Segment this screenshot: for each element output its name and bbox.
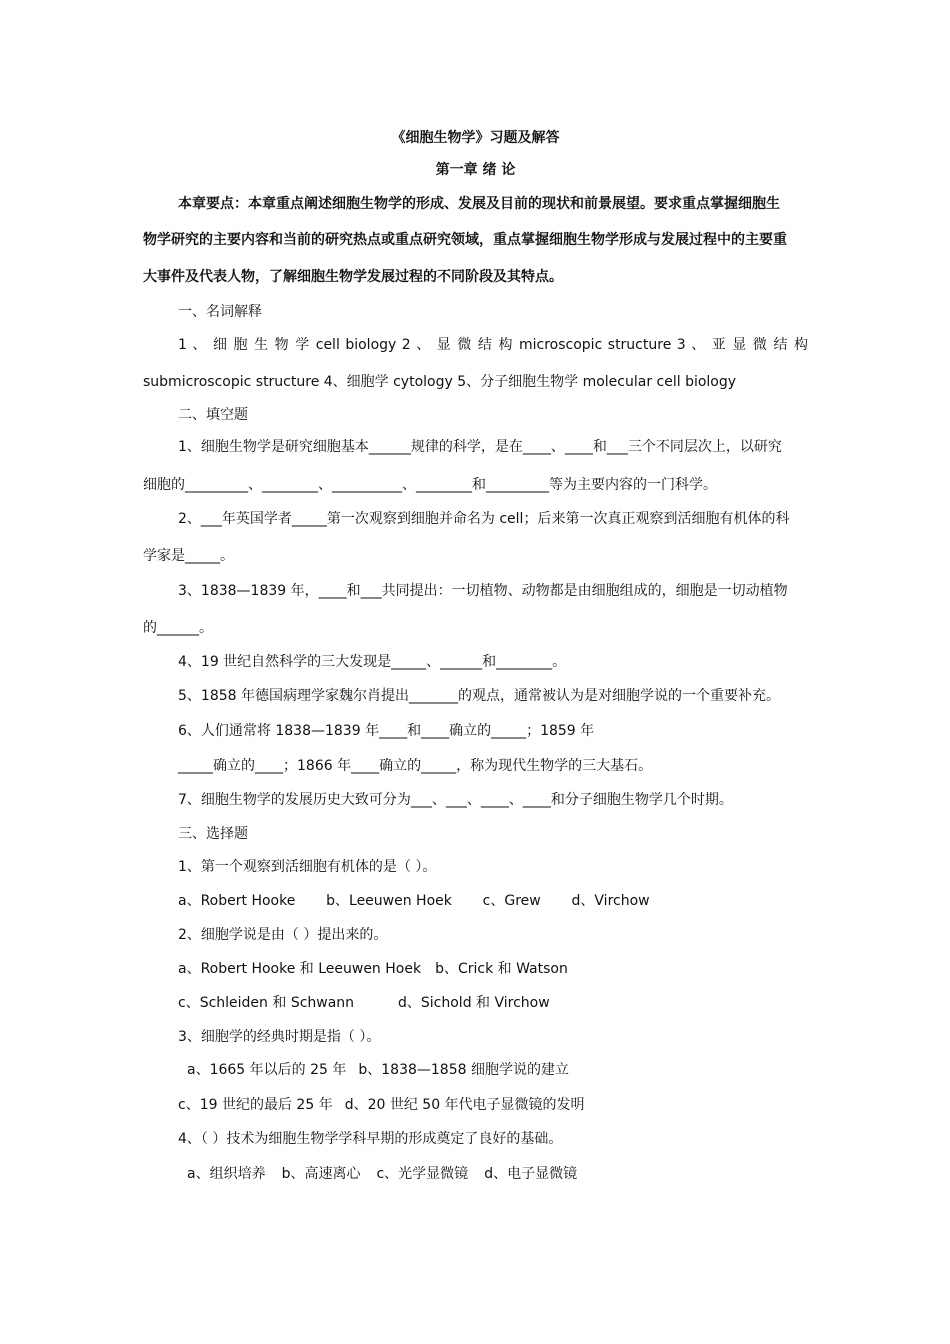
fill-q7: 7、细胞生物学的发展历史大致可分为___、___、____、____和分子细胞生物学几个时期。 [178, 792, 733, 808]
chapter-heading: 第一章 绪 论 [435, 162, 516, 178]
option-c: c、Schleiden 和 Schwann [178, 995, 355, 1011]
choice-q4-options [178, 1164, 808, 1184]
fill-q2-line-1: 2、___年英国学者_____第一次观察到细胞并命名为 cell；后来第一次真正观察到活细胞有机体的科 [178, 511, 790, 527]
fill-q2-line-2: 学家是_____。 [143, 548, 234, 564]
terms-line-1: 1 、 细 胞 生 物 学 cell biology 2 、 显 微 结 构 microscopic structure 3 、 亚 显 微 结 构 [178, 337, 808, 353]
choice-q2: 2、细胞学说是由（ ）提出来的。 [178, 927, 388, 943]
chapter-summary-line-3: 大事件及代表人物，了解细胞生物学发展过程的不同阶段及其特点。 [143, 269, 563, 285]
section-heading-choice: 三、选择题 [178, 826, 248, 842]
choice-q3-options-row-1 [178, 1060, 808, 1080]
fill-q6-line-1: 6、人们通常将 1838—1839 年____和____确立的_____；1859 年 [178, 723, 595, 739]
choice-q1-options [178, 891, 808, 911]
fill-q1-line-1: 1、细胞生物学是研究细胞基本______规律的科学，是在____、____和___三个不同层次上，以研究 [178, 439, 782, 455]
option-b: b、高速离心 [281, 1166, 361, 1182]
option-b: b、Crick 和 Watson [435, 961, 568, 977]
fill-q5: 5、1858 年德国病理学家魏尔肖提出_______的观点，通常被认为是对细胞学说的一个重要补充。 [178, 688, 780, 704]
section-heading-terms: 一、名词解释 [178, 304, 262, 320]
fill-q1-line-2: 细胞的_________、________、__________、________和_________等为主要内容的一门科学。 [143, 477, 717, 493]
fill-q6-line-2: _____确立的____；1866 年____确立的_____，称为现代生物学的三大基石。 [178, 758, 653, 774]
option-d: d、电子显微镜 [484, 1166, 578, 1182]
option-a: a、Robert Hooke 和 Leeuwen Hoek [178, 961, 422, 977]
option-c: c、19 世纪的最后 25 年 [178, 1097, 333, 1113]
option-b: b、1838—1858 细胞学说的建立 [358, 1062, 569, 1078]
choice-q1: 1、第一个观察到活细胞有机体的是（ ）。 [178, 859, 437, 875]
option-b: b、Leeuwen Hoek [326, 893, 452, 909]
document-title: 《细胞生物学》习题及解答 [391, 130, 560, 146]
choice-q2-options-row-2 [178, 993, 808, 1013]
fill-q4: 4、19 世纪自然科学的三大发现是_____、______和________。 [178, 654, 567, 670]
option-c: c、光学显微镜 [376, 1166, 469, 1182]
choice-q4: 4、（ ）技术为细胞生物学学科早期的形成奠定了良好的基础。 [178, 1131, 563, 1147]
option-a: a、组织培养 [187, 1166, 266, 1182]
fill-q3-line-2: 的______。 [143, 620, 213, 636]
choice-q2-options-row-1 [178, 959, 808, 979]
terms-line-2: submicroscopic structure 4、细胞学 cytology 5、分子细胞生物学 molecular cell biology [143, 374, 737, 390]
section-heading-fill-in: 二、填空题 [178, 407, 248, 423]
option-a: a、1665 年以后的 25 年 [187, 1062, 347, 1078]
option-c: c、Grew [482, 893, 541, 909]
option-d: d、Sichold 和 Virchow [398, 995, 550, 1011]
option-d: d、Virchow [571, 893, 650, 909]
choice-q3-options-row-2 [178, 1095, 808, 1115]
option-a: a、Robert Hooke [178, 893, 296, 909]
chapter-summary-line-2: 物学研究的主要内容和当前的研究热点或重点研究领域，重点掌握细胞生物学形成与发展过程中的主要重 [143, 232, 787, 248]
choice-q3: 3、细胞学的经典时期是指（ ）。 [178, 1029, 381, 1045]
fill-q3-line-1: 3、1838—1839 年，____和___共同提出：一切植物、动物都是由细胞组成的，细胞是一切动植物 [178, 583, 788, 599]
chapter-summary-line-1: 本章要点：本章重点阐述细胞生物学的形成、发展及目前的现状和前景展望。要求重点掌握细胞生 [178, 196, 780, 212]
option-d: d、20 世纪 50 年代电子显微镜的发明 [344, 1097, 585, 1113]
